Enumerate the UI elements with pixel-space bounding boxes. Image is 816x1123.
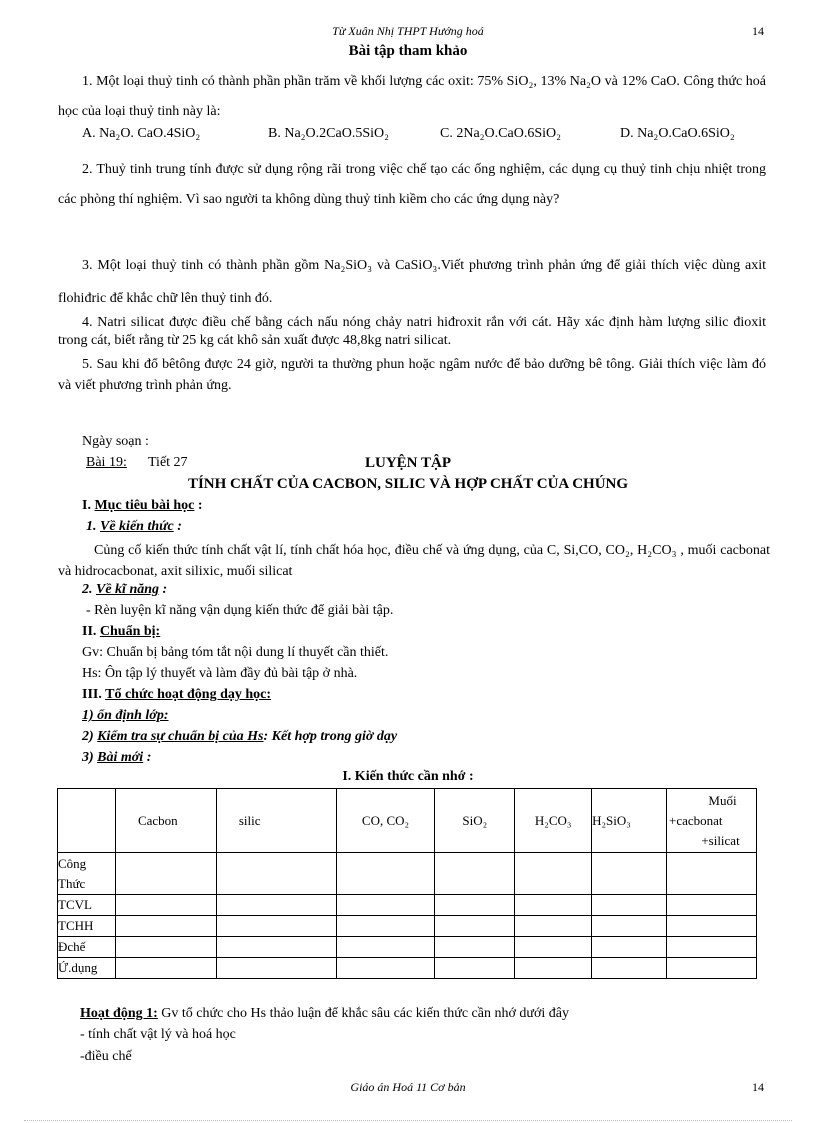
question-5: 5. Sau khi đổ bêtông được 24 giờ, người ta thường phun hoặc ngâm nước để bảo dưỡng bê tông. Giải thích việc làm đó và viết phương trình phản ứng. [58, 357, 766, 393]
option-b: B. Na₂O.2CaO.5SiO₂ [268, 126, 389, 141]
step-1: 1) ổn định lớp: [82, 708, 169, 723]
option-a: A. Na₂O. CaO.4SiO₂ [82, 126, 201, 141]
activity-1: Hoạt động 1: Gv tổ chức cho Hs thảo luận để khắc sâu các kiến thức cần nhớ dưới đây [80, 1006, 569, 1021]
table-header-cell: CO, CO₂ [336, 789, 435, 853]
page-number-top: 14 [752, 24, 764, 38]
subsection-knowledge: 1. Về kiến thức : [86, 519, 182, 534]
row-label: Đchế [58, 937, 116, 958]
step-2: 2) Kiểm tra sự chuẩn bị của Hs: Kết hợp trong giờ dạy [82, 729, 398, 744]
table-header-cell: Cacbon [115, 789, 216, 853]
table-row [58, 895, 757, 916]
knowledge-table [57, 788, 757, 979]
activity-1-item: - tính chất vật lý và hoá học [80, 1027, 236, 1042]
skills-content: - Rèn luyện kĩ năng vận dụng kiến thức để giải bài tập. [86, 603, 394, 618]
table-header-cell: H₂SiO₃ [592, 789, 667, 853]
section-preparation: II. Chuẩn bị: [82, 624, 161, 639]
page-footer-title: Giáo án Hoá 11 Cơ bản [350, 1080, 466, 1094]
subsection-skills: 2. Về kĩ năng : [82, 582, 168, 597]
lesson-period: Tiết 27 [148, 455, 188, 470]
row-label: Ứ.dụng [58, 958, 116, 979]
table-row [58, 916, 757, 937]
lesson-title: LUYỆN TẬP [365, 455, 451, 471]
row-label: TCVL [58, 895, 116, 916]
page-number-bottom: 14 [752, 1080, 764, 1094]
student-preparation: Hs: Ôn tập lý thuyết và làm đầy đủ bài tập ở nhà. [82, 666, 358, 681]
question-4: 4. Natri silicat được điều chế bằng cách nấu nóng chảy natri hiđroxit rắn với cát. Hãy xác định hàm lượng silic đioxit trong cát, biết rằng từ 25 kg cát khô sản xuất được 48,8kg natri silicat. [58, 315, 766, 348]
knowledge-content: Củng cố kiến thức tính chất vật lí, tính chất hóa học, điều chế và ứng dụng, của C, Si,CO, CO₂, H₂CO₃ , muối cacbonat và hidrocacbonat, axit silixic, muối silicat [58, 543, 770, 579]
option-c: C. 2Na₂O.CaO.6SiO₂ [440, 126, 561, 141]
preparation-date-label: Ngày soạn : [82, 434, 149, 449]
step-3: 3) Bài mới : [82, 750, 152, 765]
activity-1-item: -điều chế [80, 1049, 132, 1064]
page-bottom-border [24, 1120, 792, 1121]
reference-exercises-title: Bài tập tham khảo [348, 43, 468, 59]
row-label: Công Thức [58, 853, 116, 895]
question-3: 3. Một loại thuỷ tinh có thành phần gồm Na₂SiO₃ và CaSiO₃.Viết phương trình phản ứng để giải thích việc dùng axit flohiđric để khắc chữ lên thuỷ tinh đó. [58, 258, 766, 306]
section-activities: III. Tổ chức hoạt động dạy học: [82, 687, 272, 702]
table-row [58, 958, 757, 979]
teacher-preparation: Gv: Chuẩn bị bảng tóm tắt nội dung lí thuyết cần thiết. [82, 645, 389, 660]
question-1: 1. Một loại thuỷ tinh có thành phần phần trăm về khối lượng các oxit: 75% SiO₂, 13% Na₂O và 12% CaO. Công thức hoá học của loại thuỷ tinh này là: [58, 74, 766, 119]
table-row [58, 853, 757, 895]
section-objectives: I. Mục tiêu bài học : [82, 498, 203, 513]
lesson-number-label: Bài 19: [86, 455, 127, 470]
table-row [58, 937, 757, 958]
table-header-cell: H₂CO₃ [515, 789, 592, 853]
page-header-title: Từ Xuân Nhị THPT Hướng hoá [332, 24, 484, 38]
lesson-topic: TÍNH CHẤT CỦA CACBON, SILIC VÀ HỢP CHẤT CỦA CHÚNG [187, 476, 629, 492]
question-2: 2. Thuỷ tinh trung tính được sử dụng rộng rãi trong việc chế tạo các ống nghiệm, các dụng cụ thuỷ tinh chịu nhiệt trong các phòng thí nghiệm. Vì sao người ta không dùng thuỷ tinh kiềm cho các ứng dụng này? [58, 162, 766, 207]
option-d: D. Na₂O.CaO.6SiO₂ [620, 126, 735, 141]
table-header-cell: Muối +cacbonat +silicat [667, 789, 757, 853]
row-label: TCHH [58, 916, 116, 937]
knowledge-table-title: I. Kiến thức cần nhớ : [342, 769, 474, 784]
table-header-corner [58, 789, 116, 853]
table-header-cell: silic [216, 789, 336, 853]
table-header-cell: SiO₂ [435, 789, 515, 853]
table-header-row [58, 789, 757, 853]
